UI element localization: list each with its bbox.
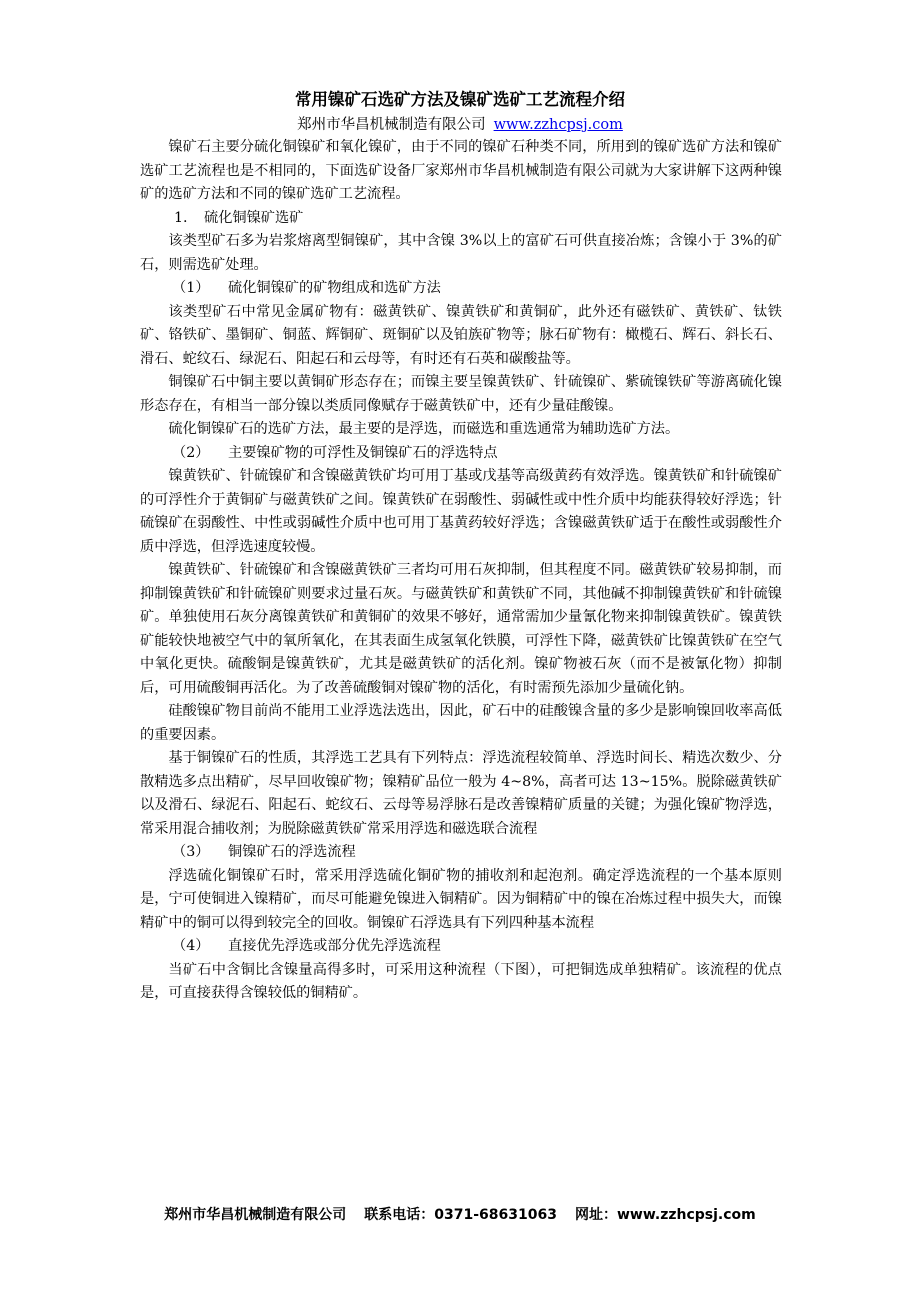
footer-company: 郑州市华昌机械制造有限公司 xyxy=(164,1207,347,1223)
heading-text: 铜镍矿石的浮选流程 xyxy=(228,844,356,860)
paragraph: 该类型矿石中常见金属矿物有：磁黄铁矿、镍黄铁矿和黄铜矿，此外还有磁铁矿、黄铁矿、钛铁矿、铬铁矿、墨铜矿、铜蓝、辉铜矿、斑铜矿以及铂族矿物等；脉石矿物有：橄榄石、辉石、斜长石、滑石、蛇纹石、绿泥石、阳起石和云母等，有时还有石英和碳酸盐等。 xyxy=(140,303,782,367)
heading-text: 硫化铜镍矿的矿物组成和选矿方法 xyxy=(228,280,441,296)
subtitle-url-link[interactable]: www.zzhcpsj.com xyxy=(493,117,623,133)
document-body xyxy=(140,136,782,1006)
heading-number: 1. xyxy=(174,209,188,226)
paragraph: 基于铜镍矿石的性质，其浮选工艺具有下列特点：浮选流程较简单、浮选时间长、精选次数少、分散精选多点出精矿，尽早回收镍矿物；镍精矿品位一般为 4~8%，高者可达 13~15%。脱除磁黄铁矿以及滑石、绿泥石、阳起石、蛇纹石、云母等易浮脉石是改善镍精矿质量的关键；为强化镍矿物浮选，常采用混合捕收剂；为脱除磁黄铁矿常采用浮选和磁选联合流程 xyxy=(140,750,782,837)
paragraph: 浮选硫化铜镍矿石时，常采用浮选硫化铜矿物的捕收剂和起泡剂。确定浮选流程的一个基本原则是，宁可使铜进入镍精矿，而尽可能避免镍进入铜精矿。因为铜精矿中的镍在冶炼过程中损失大，而镍精矿中的铜可以得到较完全的回收。铜镍矿石浮选具有下列四种基本流程 xyxy=(140,867,782,931)
paragraph: 当矿石中含铜比含镍量高得多时，可采用这种流程（下图），可把铜选成单独精矿。该流程的优点是，可直接获得含镍较低的铜精矿。 xyxy=(140,961,782,1001)
heading-text: 硫化铜镍矿选矿 xyxy=(204,209,304,226)
section-heading-1 xyxy=(140,207,782,231)
heading-text: 直接优先浮选或部分优先浮选流程 xyxy=(228,938,441,954)
paragraph: 镍黄铁矿、针硫镍矿和含镍磁黄铁矿三者均可用石灰抑制，但其程度不同。磁黄铁矿较易抑制，而抑制镍黄铁矿和针硫镍矿则要求过量石灰。与磁黄铁矿和黄铁矿不同，其他碱不抑制镍黄铁矿和针硫镍矿。单独使用石灰分离镍黄铁矿和黄铜矿的效果不够好，通常需加少量氰化物来抑制镍黄铁矿。镍黄铁矿能较快地被空气中的氧所氧化，在其表面生成氢氧化铁膜，可浮性下降，磁黄铁矿比镍黄铁矿在空气中氧化更快。硫酸铜是镍黄铁矿，尤其是磁黄铁矿的活化剂。镍矿物被石灰（而不是被氰化物）抑制后，可用硫酸铜再活化。为了改善硫酸铜对镍矿物的活化，有时需预先添加少量硫化钠。 xyxy=(140,562,782,696)
heading-number: （4） xyxy=(172,938,210,954)
subtitle-company: 郑州市华昌机械制造有限公司 xyxy=(297,117,486,133)
subsection-heading-1 xyxy=(140,277,782,301)
paragraph: 铜镍矿石中铜主要以黄铜矿形态存在；而镍主要呈镍黄铁矿、针硫镍矿、紫硫镍铁矿等游离硫化镍形态存在，有相当一部分镍以类质同像赋存于磁黄铁矿中，还有少量硅酸镍。 xyxy=(140,374,782,414)
document-title: 常用镍矿石选矿方法及镍矿选矿工艺流程介绍 xyxy=(295,90,625,109)
footer-phone: 联系电话：0371-68631063 xyxy=(364,1207,557,1223)
subsection-heading-3 xyxy=(140,841,782,865)
heading-number: （2） xyxy=(172,444,210,461)
heading-text: 主要镍矿物的可浮性及铜镍矿石的浮选特点 xyxy=(228,444,498,461)
subsection-heading-2 xyxy=(140,442,782,466)
paragraph: 镍矿石主要分硫化铜镍矿和氧化镍矿，由于不同的镍矿石种类不同，所用到的镍矿选矿方法和镍矿选矿工艺流程也是不相同的，下面选矿设备厂家郑州市华昌机械制造有限公司就为大家讲解下这两种镍矿的选矿方法和不同的镍矿选矿工艺流程。 xyxy=(140,139,782,202)
paragraph: 镍黄铁矿、针硫镍矿和含镍磁黄铁矿均可用丁基或戊基等高级黄药有效浮选。镍黄铁矿和针硫镍矿的可浮性介于黄铜矿与磁黄铁矿之间。镍黄铁矿在弱酸性、弱碱性或中性介质中均能获得较好浮选；针硫镍矿在弱酸性、中性或弱碱性介质中也可用丁基黄药较好浮选；含镍磁黄铁矿适于在酸性或弱酸性介质中浮选，但浮选速度较慢。 xyxy=(140,468,782,555)
paragraph: 硅酸镍矿物目前尚不能用工业浮选法选出，因此，矿石中的硅酸镍含量的多少是影响镍回收率高低的重要因素。 xyxy=(140,703,782,743)
heading-number: （1） xyxy=(172,280,210,296)
paragraph: 硫化铜镍矿石的选矿方法，最主要的是浮选，而磁选和重选通常为辅助选矿方法。 xyxy=(168,421,680,437)
heading-number: （3） xyxy=(172,844,210,860)
footer-website: 网址：www.zzhcpsj.com xyxy=(574,1207,756,1223)
paragraph: 该类型矿石多为岩浆熔离型铜镍矿，其中含镍 3%以上的富矿石可供直接冶炼；含镍小于 3%的矿石，则需选矿处理。 xyxy=(140,233,782,273)
subsection-heading-4 xyxy=(140,935,782,959)
document-subtitle xyxy=(0,114,920,136)
page-footer xyxy=(0,1204,920,1226)
